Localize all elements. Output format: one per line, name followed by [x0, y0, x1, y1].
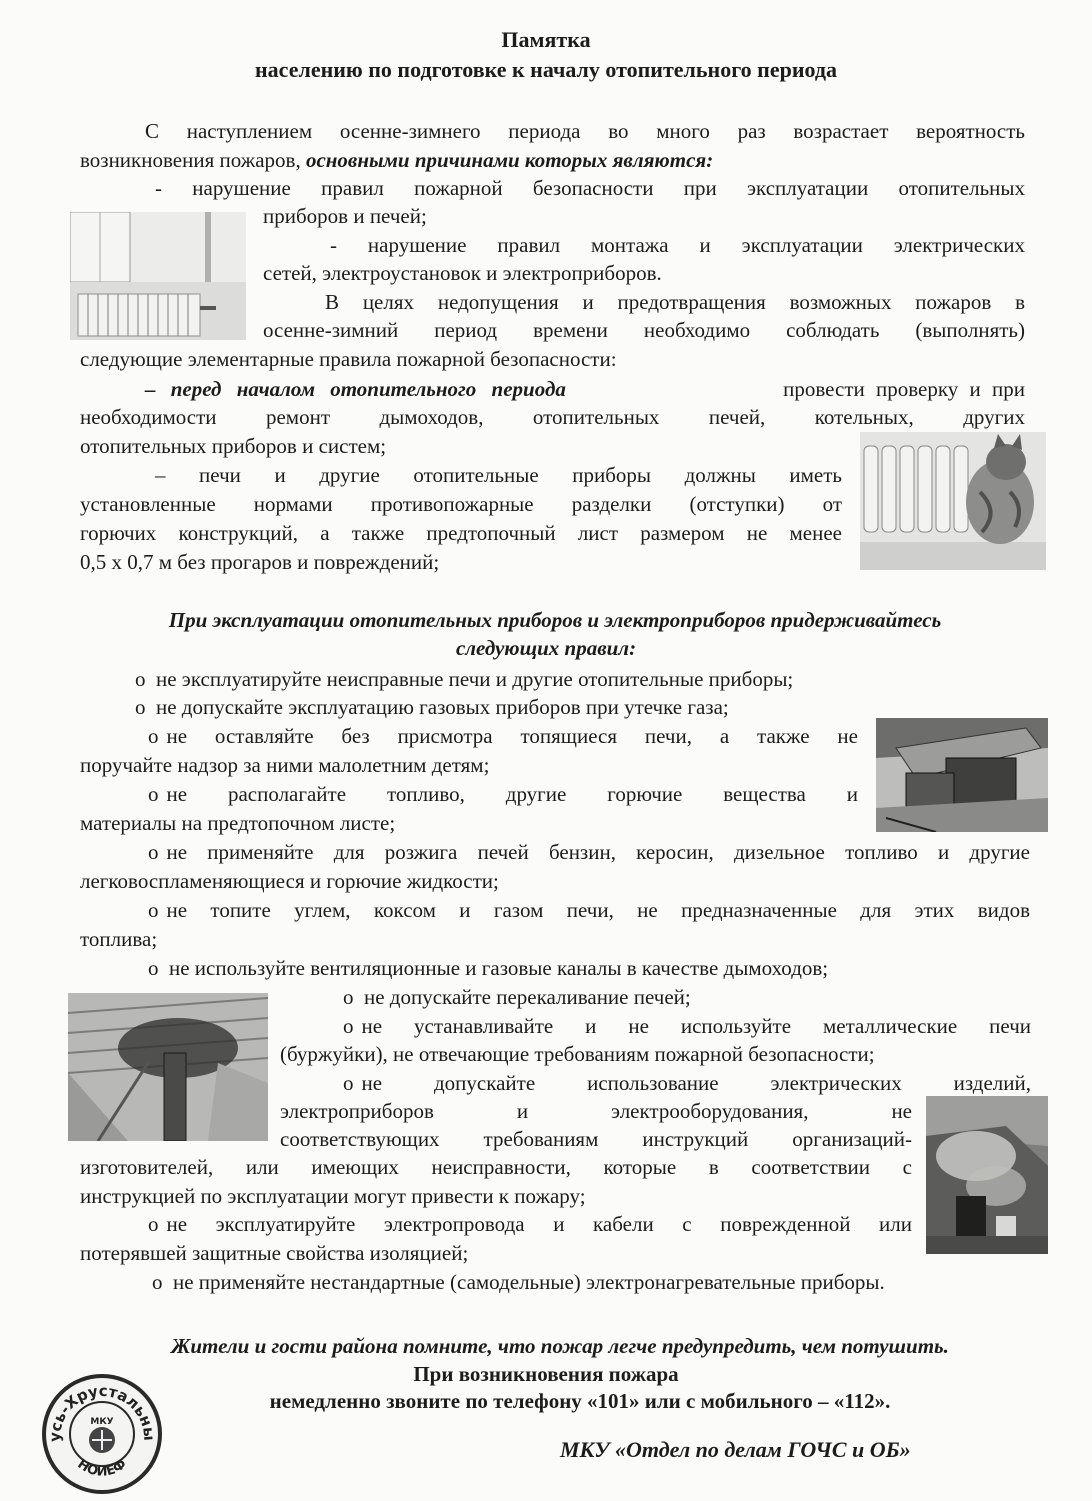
rule-8	[343, 983, 691, 1011]
intro-line-4: приборов и печей;	[263, 204, 427, 228]
rule-5	[148, 838, 1030, 866]
bullet-icon: o	[148, 840, 159, 864]
rule-12	[152, 1268, 885, 1296]
intro-line-3: - нарушение правил пожарной безопасности при эксплуатации отопительных	[155, 176, 1025, 200]
intro-line-10-text: провести проверку и при	[783, 377, 1025, 401]
bullet-icon: o	[148, 724, 159, 748]
intro-line-13: – печи и другие отопительные приборы должны иметь	[155, 463, 842, 487]
rule-10	[343, 1069, 1031, 1097]
intro-line-14: установленные нормами противопожарные разделки (отступки) от	[80, 492, 842, 516]
intro-line-15: горючих конструкций, а также предтопочный лист размером не менее	[80, 521, 842, 545]
rule-10-cont-2: соответствующих требованиям инструкций организаций-	[280, 1127, 912, 1151]
rules-heading-1: При эксплуатации отопительных приборов и электроприборов придерживайтесь	[168, 608, 942, 632]
rule-6-text: не топите углем, коксом и газом печи, не предназначенные для этих видов	[166, 898, 1030, 922]
radiator-photo	[70, 212, 246, 340]
rule-7-text: не используйте вентиляционные и газовые каналы в качестве дымоходов;	[169, 956, 829, 980]
svg-text:Гусь-Хрустальный: усь-Хрустальны	[45, 1381, 159, 1443]
bullet-icon: o	[148, 956, 159, 980]
intro-line-1: С наступлением осенне-зимнего периода во много раз возрастает вероятность	[145, 119, 1025, 143]
footer-warning: Жители и гости района помните, что пожар легче предупредить, чем потушить.	[171, 1334, 949, 1358]
intro-line-5: - нарушение правил монтажа и эксплуатации электрических	[330, 233, 1025, 257]
bullet-icon: o	[343, 1071, 354, 1095]
rule-2-text: не допускайте эксплуатацию газовых приборов при утечке газа;	[156, 695, 729, 719]
rule-3-cont: поручайте надзор за ними малолетним детям;	[80, 753, 490, 777]
intro-line-10-emphasis: – перед началом отопительного периода	[145, 377, 566, 401]
rule-6	[148, 896, 1030, 924]
radiator-cat-photo	[860, 432, 1046, 570]
rule-11-cont: потерявшей защитные свойства изоляцией;	[80, 1241, 469, 1265]
intro-line-10	[145, 375, 1025, 403]
bullet-icon: o	[148, 1212, 159, 1236]
rule-3-text: не оставляйте без присмотра топящиеся печи, а также не	[166, 724, 858, 748]
intro-line-9: следующие элементарные правила пожарной безопасности:	[80, 347, 617, 371]
rule-10-cont-4: инструкцией по эксплуатации могут привести к пожару;	[80, 1184, 586, 1208]
footer-phone-line: немедленно звоните по телефону «101» или с мобильного – «112».	[269, 1389, 891, 1413]
intro-line-7: В целях недопущения и предотвращения возможных пожаров в	[325, 290, 1025, 314]
rule-10-cont-3: изготовителей, или имеющих неисправности, которые в соответствии с	[80, 1155, 912, 1179]
bullet-icon: o	[148, 898, 159, 922]
rules-heading-2: следующих правил:	[455, 636, 637, 660]
page-title: Памятка	[501, 27, 591, 52]
rule-5-text: не применяйте для розжига печей бензин, керосин, дизельное топливо и другие	[166, 840, 1030, 864]
smoke-house-photo	[926, 1096, 1048, 1254]
svg-text:МКУ: МКУ	[90, 1417, 114, 1427]
intro-line-2-emphasis: основными причинами которых являются:	[305, 148, 714, 172]
bullet-icon: o	[135, 667, 146, 691]
bullet-icon: o	[135, 695, 146, 719]
bullet-icon: o	[152, 1270, 163, 1294]
footer-fire-heading: При возникновения пожара	[413, 1362, 679, 1386]
rule-1-text: не эксплуатируйте неисправные печи и другие отопительные приборы;	[156, 667, 794, 691]
seal-logo	[40, 1372, 164, 1496]
intro-line-8: осенне-зимний период времени необходимо соблюдать (выполнять)	[263, 318, 1025, 342]
rule-6-cont: топлива;	[80, 927, 158, 951]
intro-line-6: сетей, электроустановок и электроприборов.	[263, 261, 662, 285]
rule-1	[135, 665, 793, 693]
stove-photo	[876, 718, 1048, 832]
rule-9-text: не устанавливайте и не используйте металлические печи	[361, 1014, 1031, 1038]
rule-3	[148, 722, 858, 750]
rule-2	[135, 693, 729, 721]
svg-text:НОИЕФ: НОИЕФ	[74, 1456, 130, 1480]
rule-4-text: не располагайте топливо, другие горючие вещества и	[166, 782, 858, 806]
bullet-icon: o	[148, 782, 159, 806]
rule-4	[148, 780, 858, 808]
intro-line-12: отопительных приборов и систем;	[80, 434, 387, 458]
rule-10-text: не допускайте использование электрических изделий,	[361, 1071, 1031, 1095]
intro-line-16: 0,5 х 0,7 м без прогаров и повреждений;	[80, 550, 440, 574]
bullet-icon: o	[343, 985, 354, 1009]
rule-4-cont: материалы на предтопочном листе;	[80, 811, 396, 835]
rule-10-cont-1: электроприборов и электрооборудования, не	[280, 1099, 912, 1123]
page-subtitle: населению по подготовке к началу отопительного периода	[255, 57, 837, 82]
rule-9-cont: (буржуйки), не отвечающие требованиям пожарной безопасности;	[280, 1042, 875, 1066]
rule-12-text: не применяйте нестандартные (самодельные) электронагревательные приборы.	[173, 1270, 885, 1294]
rule-11-text: не эксплуатируйте электропровода и кабели с поврежденной или	[166, 1212, 912, 1236]
intro-line-11: необходимости ремонт дымоходов, отопительных печей, котельных, других	[80, 405, 1025, 429]
intro-line-2-text: возникновения пожаров,	[80, 148, 306, 172]
rule-5-cont: легковоспламеняющиеся и горючие жидкости;	[80, 869, 499, 893]
rule-8-text: не допускайте перекаливание печей;	[364, 985, 691, 1009]
signature: МКУ «Отдел по делам ГОЧС и ОБ»	[560, 1437, 911, 1462]
rule-7	[148, 954, 828, 982]
rule-11	[148, 1210, 912, 1238]
rule-9	[343, 1012, 1031, 1040]
burnt-ceiling-photo	[68, 993, 268, 1141]
bullet-icon: o	[343, 1014, 354, 1038]
intro-line-2	[80, 146, 713, 174]
